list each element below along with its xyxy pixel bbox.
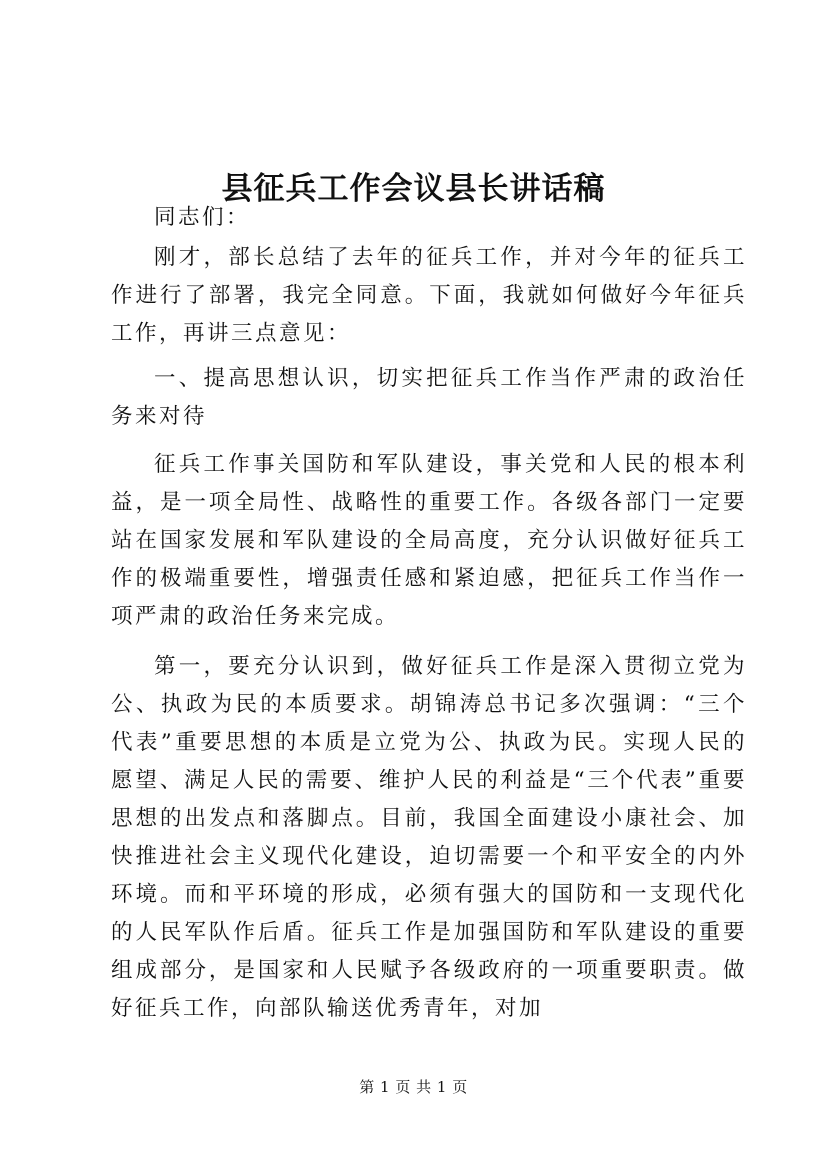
document-body	[111, 199, 747, 1028]
section-heading: 一、提高思想认识，切实把征兵工作当作严肃的政治任务来对待	[111, 366, 747, 429]
salutation-paragraph: 同志们：	[154, 205, 251, 230]
point-one-paragraph: 第一，要充分认识到，做好征兵工作是深入贯彻立党为公、执政为民的本质要求。胡锦涛总书记多次强调：“三个代表”重要思想的本质是立党为公、执政为民。实现人民的愿望、满足人民的需要、维护人民的利益是“三个代表”重要思想的出发点和落脚点。目前，我国全面建设小康社会、加快推进社会主义现代化建设，迫切需要一个和平安全的内外环境。而和平环境的形成，必须有强大的国防和一支现代化的人民军队作后盾。征兵工作是加强国防和军队建设的重要组成部分，是国家和人民赋予各级政府的一项重要职责。做好征兵工作，向部队输送优秀青年，对加	[111, 654, 747, 1021]
intro-paragraph: 刚才，部长总结了去年的征兵工作，并对今年的征兵工作进行了部署，我完全同意。下面，我就如何做好今年征兵工作，再讲三点意见：	[111, 245, 747, 346]
page-footer: 第 1 页 共 1 页	[359, 1078, 468, 1096]
document-title: 县征兵工作会议县长讲话稿	[221, 170, 606, 207]
section-lead-paragraph: 征兵工作事关国防和军队建设，事关党和人民的根本利益，是一项全局性、战略性的重要工作。各级各部门一定要站在国家发展和军队建设的全局高度，充分认识做好征兵工作的极端重要性，增强责任感和紧迫感，把征兵工作当作一项严肃的政治任务来完成。	[111, 452, 747, 629]
